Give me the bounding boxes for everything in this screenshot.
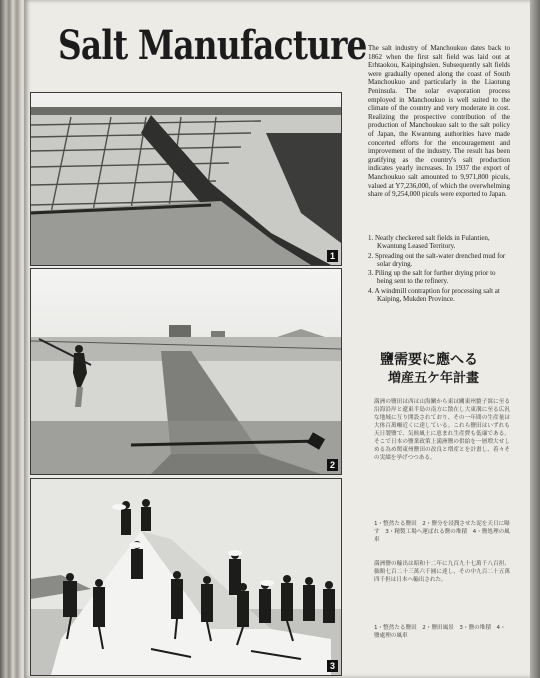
page-title: Salt Manufacture <box>58 22 367 69</box>
caption-item: 3. Piling up the salt for further drying prior to being sent to the refinery. <box>368 269 496 286</box>
caption-item: 4. A windmill contraption for processing salt at Kaiping, Mukden Province. <box>368 286 500 304</box>
japanese-captions-2: 1・整然たる鹽田 2・鹽田風景 3・鹽の堆積 4・鹽處理の風車 <box>374 625 506 639</box>
piling-salt-image <box>31 479 341 675</box>
photo-piling-salt <box>30 478 342 676</box>
photo-salt-fields <box>30 92 342 266</box>
intro-paragraph: The salt industry of Manchoukuo dates back to 1862 when the first salt field was laid out at Erhtaokou, Kaipinghsien. Subsequently salt fields were gradually opened along the coast of South Manchoukuo and particularly in the Liaotung Peninsula. The solar evaporation process employed in Manchoukuo is well suited to the climate of the country and very moderate in cost. Realizing the prospective contribution of the production of Manchoukuo salt to the salt policy of Japan, the Kwantung authorities have made concerted efforts for the encouragement and improvement of the industry. The result has been gratifying as the country's salt production indicates yearly increases. In 1937 the export of Manchoukuo salt amounted to 9,971,800 piculs, valued at Y7,236,000, of which the overwhelming share of 9,254,000 piculs were exported to Japan. <box>368 44 510 199</box>
caption-item: 1. Neatly checkered salt fields in Fulantien, Kwantung Leased Territory. <box>368 234 490 251</box>
japanese-body-text-2: 満洲鹽の輸出は昭和十二年に九百九十七萬千八百担、価額七百二十三萬六千圓に達し、その中九百二十五萬四千担は日本へ輸出された。 <box>374 561 510 583</box>
photo-number-badge: 2 <box>327 459 338 471</box>
spreading-mud-image <box>31 269 341 474</box>
photo-number-badge: 3 <box>327 660 338 672</box>
photo-number-badge: 1 <box>327 250 338 262</box>
japanese-captions: 1・整然たる鹽田 2・鹽分を浸潤させた泥を天日に曝す 3・精製工場へ運ばれる鹽の堆積 4・鹽処理の風車 <box>374 521 510 543</box>
japanese-title: 鹽需要に應へる <box>380 352 478 368</box>
salt-fields-image <box>31 93 341 265</box>
photo-captions <box>368 234 510 304</box>
page-edge <box>530 0 540 678</box>
japanese-body-text: 満洲の鹽田は西は山海關から東は關東州貔子窩に至る沿海沿岸と遼東半島の南方に散在し大東溝に至る広汎な地域に互り開設されており、その一年間の生産量は大体百萬噸近くに達している。これら鹽田はいずれも天日製鹽で、気候風土に恵まれ生産費も低廉である。そこで日本の鹽業政策上満洲鹽の供給を一層増大せしめる為め関東州鹽田の改良と増産とを計畫し、着々その実績を挙げつつある。 <box>374 399 510 461</box>
photo-spreading-mud <box>30 268 342 475</box>
caption-item: 2. Spreading out the salt-water drenched mud for solar drying. <box>368 251 506 268</box>
japanese-subtitle: 増産五ケ年計畫 <box>388 371 480 386</box>
